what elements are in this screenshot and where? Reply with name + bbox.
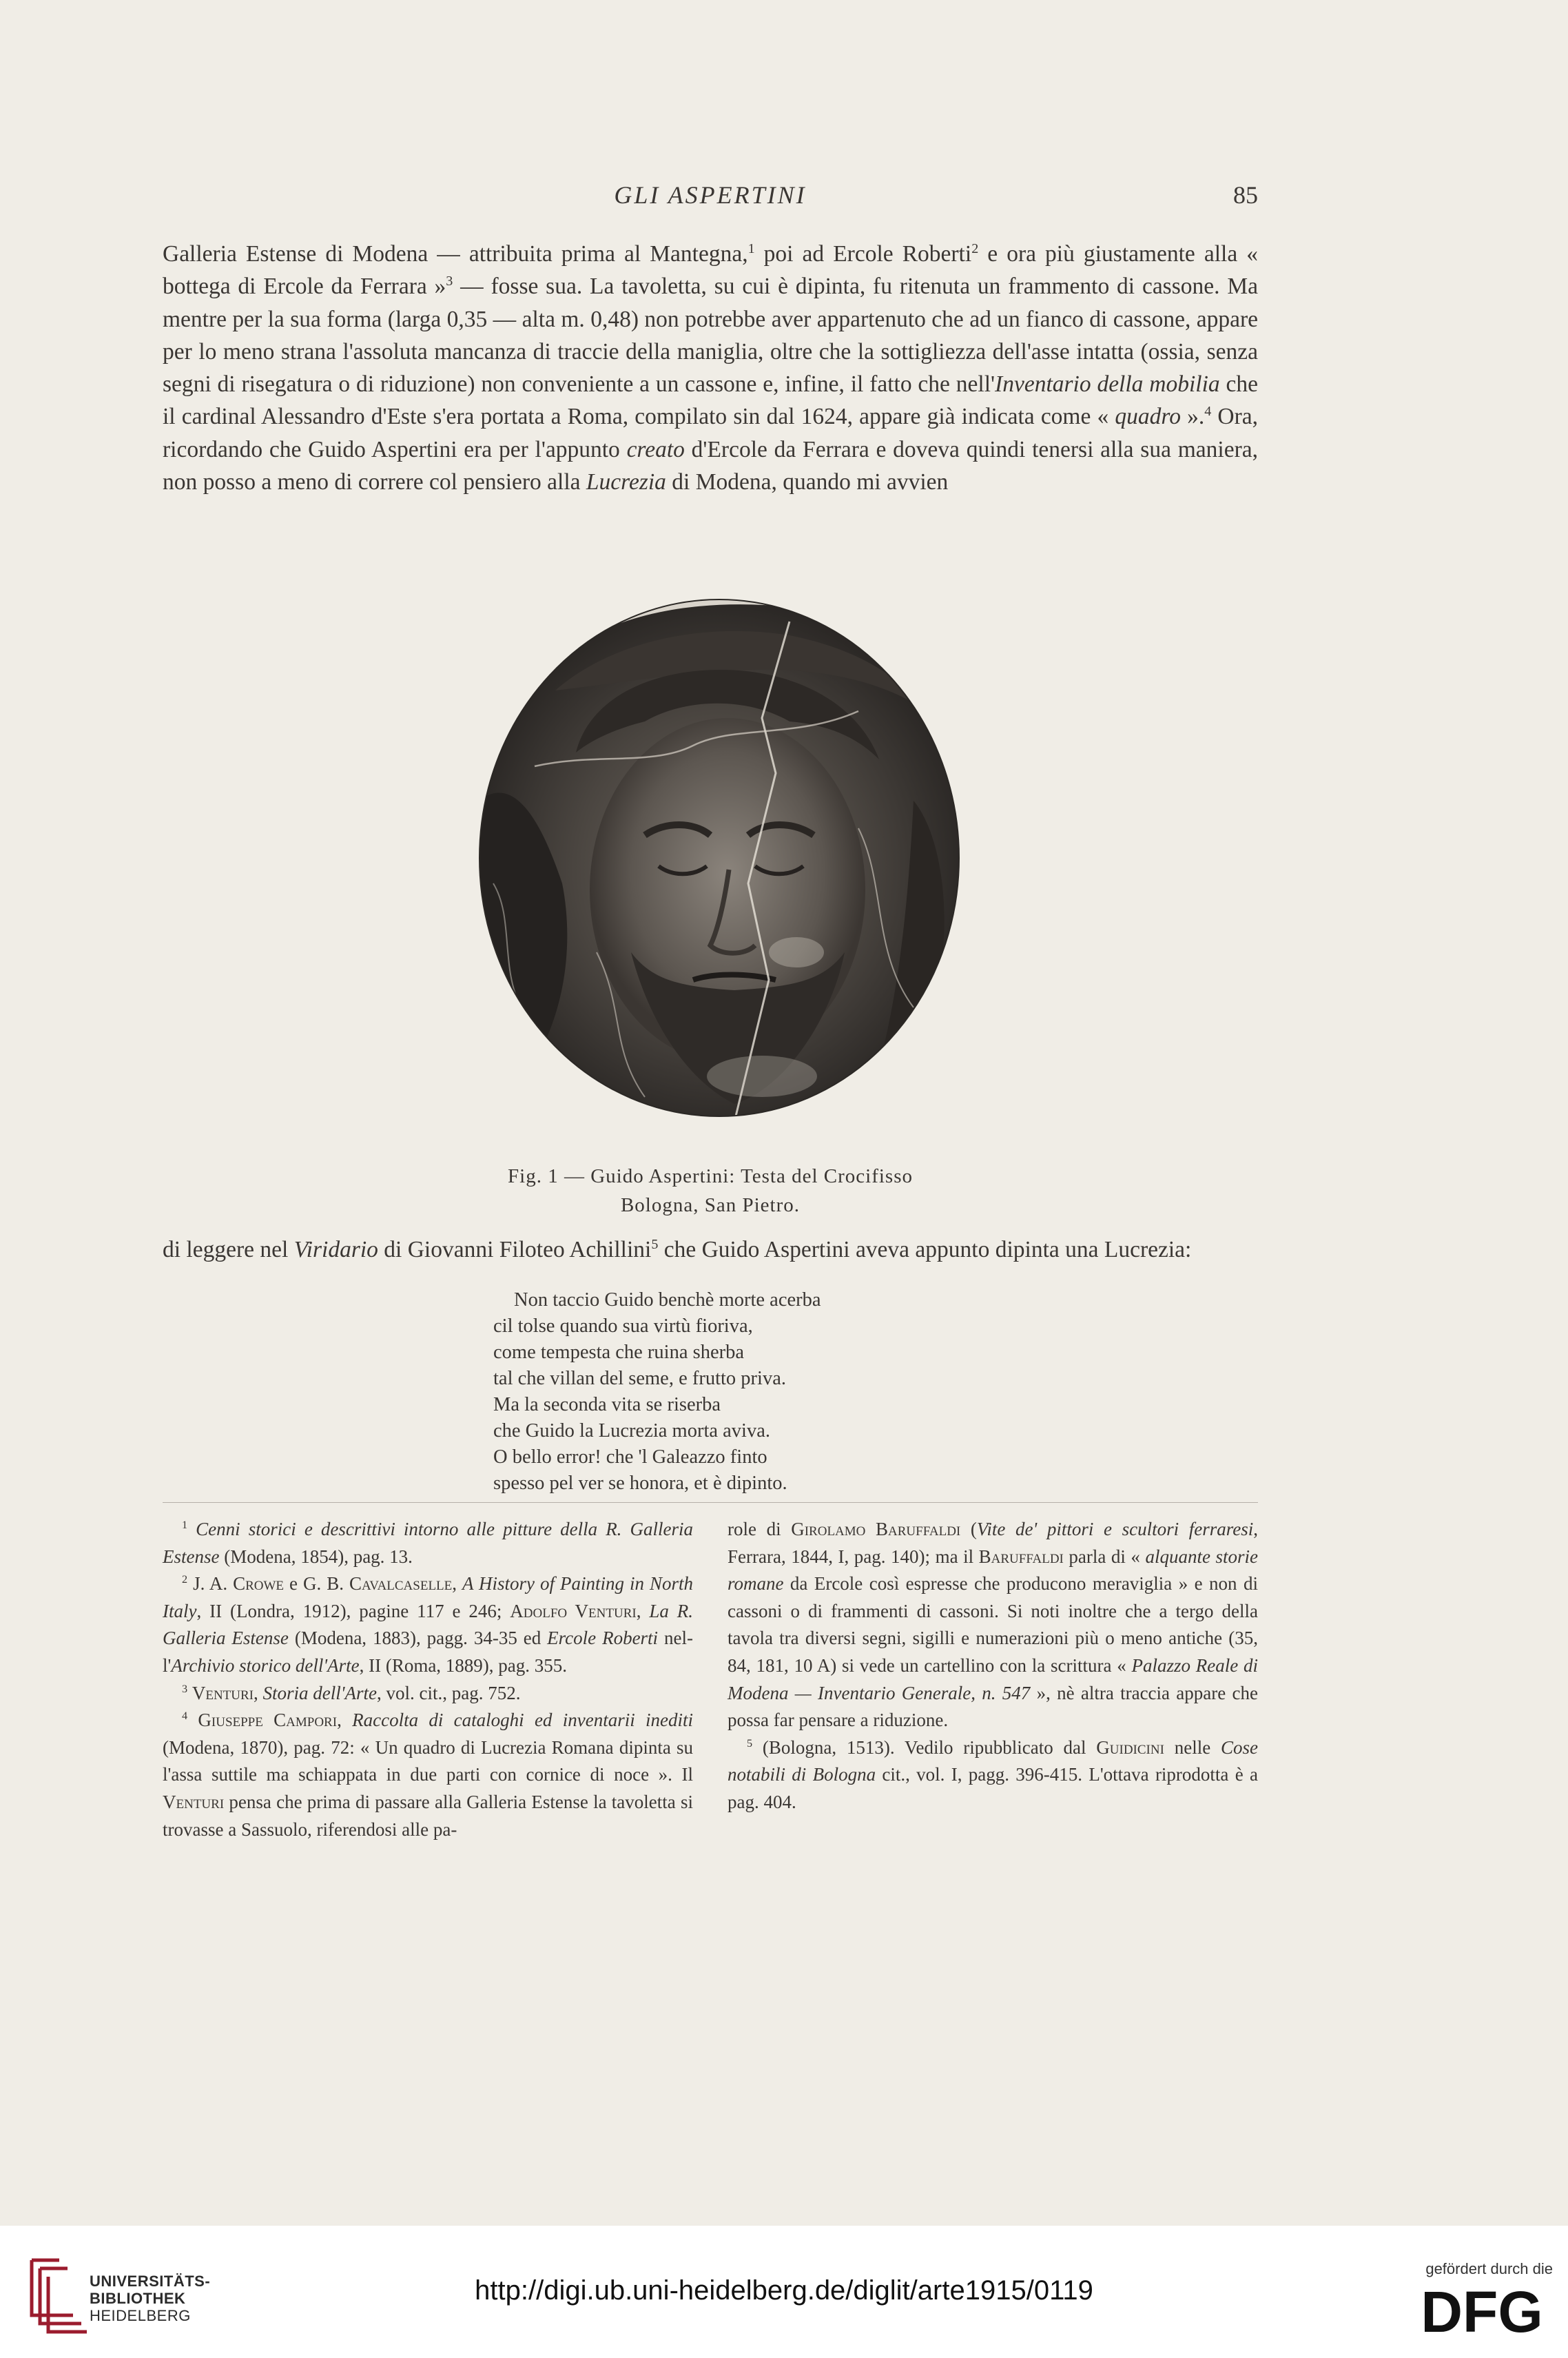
- figure-caption-location: Bologna, San Pietro.: [620, 1194, 801, 1216]
- poem-line: che Guido la Lucrezia morta aviva.: [493, 1420, 770, 1442]
- running-title: GLI ASPERTINI: [614, 181, 807, 209]
- footnote-1: $^1$ Cenni storici e descrittivi intorno alle pitture della R. Galleria Estense (Modena, 1854), pag. 13.: [163, 1519, 694, 1567]
- poem-line: come tempesta che ruina sherba: [493, 1342, 745, 1363]
- digitization-footer: [0, 2226, 1568, 2358]
- footnote-divider: [163, 1502, 1258, 1503]
- poem-line: spesso pel ver se honora, et è dipinto.: [493, 1473, 787, 1494]
- footnote-5: $^5$ (Bologna, 1513). Vedilo ripubblicato dal Guidicini nelle Cose notabili di Bologna cit., vol. I, pagg. 396-415. L'ottava riprodotta è a pag. 404.: [728, 1736, 1258, 1812]
- quoted-poem: [493, 1287, 976, 1497]
- poem-line: Ma la seconda vita se riserba: [493, 1394, 721, 1415]
- poem-line: cil tolse quando sua virtù fioriva,: [493, 1315, 753, 1337]
- poem-line: O bello error! che 'l Galeazzo finto: [493, 1446, 767, 1468]
- page-header: [163, 181, 1258, 222]
- footnotes-right-column: [728, 1516, 1258, 1816]
- figure-fresco-head-of-christ: [473, 594, 966, 1122]
- body-paragraph-1: Galleria Estense di Modena — attribuita prima al Mantegna,$^1$ poi ad Ercole Roberti$^2$ e ora più giustamente alla « bottega di Ercole da Ferrara »$^3$ — fosse sua. La tavoletta, su cui è dipinta, fu ritenuta un frammento di cassone. Ma mentre per la sua forma (larga 0,35 — alta m. 0,48) non potrebbe aver appartenuto che ad un fianco di cassone, appare per lo meno strana l'assoluta mancanza di traccie della maniglia, oltre che la sottigliezza dell'asse intatta (ossia, senza segni di risegatura o di riduzione) non conveniente a un cassone e, infine, il fatto che nell'Inventario della mobilia che il cardinal Alessandro d'Este s'era portata a Roma, compilato sin dal 1624, appare già indicata come « quadro ».$^4$ Ora, ricordando che Guido Aspertini era per l'appunto creato d'Ercole da Ferrara e doveva quindi tenersi alla sua maniera, non posso a meno di correre col pensiero alla Lucrezia di Modena, quando mi avvien: [163, 240, 1259, 495]
- body-paragraph-2: di leggere nel Viridario di Giovanni Filoteo Achillini$^5$ che Guido Aspertini aveva appunto dipinta una Lucrezia:: [163, 1236, 1192, 1262]
- funder-label: gefördert durch die: [1425, 2260, 1553, 2277]
- poem-line: tal che villan del seme, e frutto priva.: [493, 1368, 786, 1389]
- dfg-logo-icon: [1410, 2282, 1554, 2337]
- footnote-3: $^3$ Venturi, Storia dell'Arte, vol. cit., pag. 752.: [182, 1682, 521, 1703]
- source-url-link[interactable]: http://digi.ub.uni-heidelberg.de/diglit/arte1915/0119: [475, 2275, 1093, 2306]
- figure-caption-title: Fig. 1 — Guido Aspertini: Testa del Crocifisso: [508, 1165, 913, 1187]
- page-number: 85: [1233, 181, 1258, 209]
- library-name: UNIVERSITÄTS- BIBLIOTHEK HEIDELBERG: [90, 2273, 211, 2324]
- poem-line: Non taccio Guido benchè morte acerba: [514, 1289, 821, 1311]
- footnote-4: $^4$ Giuseppe Campori, Raccolta di cataloghi ed inventarii inediti (Modena, 1870), pag. 72: « Un quadro di Lucrezia Romana dipinta su l'assa suttile ma schiappata in due parti con cornice di noce ». Il Venturi pensa che prima di passare alla Galleria Estense la tavoletta si trovasse a Sassuolo, riferendosi alle pa-: [163, 1710, 693, 1840]
- svg-text:DFG: DFG: [1421, 2282, 1543, 2337]
- footnote-2: $^2$ J. A. Crowe e G. B. Cavalcaselle, A History of Painting in North Italy, II (Londra, 1912), pagine 117 e 246; Adolfo Venturi, La R. Galleria Estense (Modena, 1883), pagg. 34-35 ed Ercole Roberti nel- l'Archivio storico dell'Arte, II (Roma, 1889), pag. 355.: [163, 1573, 694, 1676]
- fresco-image: [473, 594, 966, 1122]
- footnote-4-continued: role di Girolamo Baruffaldi (Vite de' pittori e scultori ferraresi, Ferrara, 1844, I, pag. 140); ma il Baruffaldi parla di « alquante storie romane da Ercole così espresse che producono meraviglia » e non di cassoni o di frammenti di cassoni. Si noti inoltre che a tergo della tavola tra diversi segni, sigilli e numerazioni più o meno antiche (35, 84, 181, 10 A) si vede un cartellino con la scrittura « Palazzo Reale di Modena — Inventario Generale, n. 547 », nè altra traccia appare che possa far pensare a riduzione.: [728, 1519, 1258, 1731]
- footnotes-left-column: [163, 1516, 693, 1843]
